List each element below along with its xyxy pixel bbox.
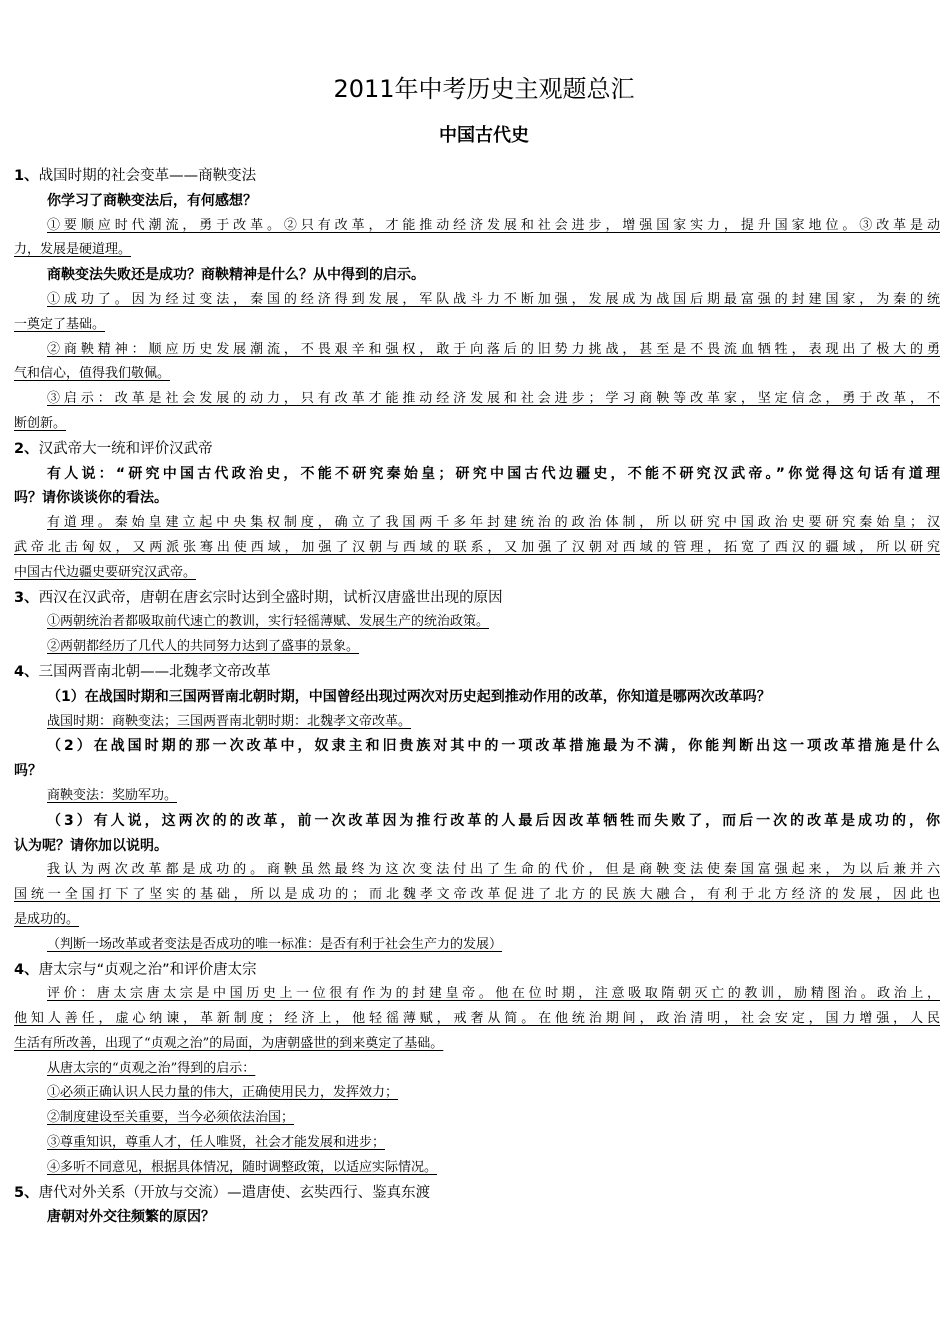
question-line: 认为呢？请你加以说明。 <box>14 837 168 854</box>
answer-line <box>14 387 940 412</box>
answer-line <box>14 1057 940 1082</box>
section-heading <box>14 437 940 462</box>
question-line: （3）有人说，这两次的的改革，前一次改革因为推行改革的人最后因改革牺牲而失败了，而后一次的改革是成功的，你 <box>47 812 940 829</box>
answer-line <box>14 238 940 263</box>
answer-line <box>14 908 940 933</box>
answer-line <box>14 313 940 338</box>
answer-line <box>14 1156 940 1181</box>
answer-line <box>14 710 940 735</box>
answer-text: 是成功的。 <box>14 911 80 927</box>
answer-line <box>14 214 940 239</box>
answer-text: ③尊重知识，尊重人才，任人唯贤，社会才能发展和进步； <box>47 1135 386 1151</box>
question-line: 吗？请你谈谈你的看法。 <box>14 490 168 507</box>
question-line: 商鞅变法失败还是成功？商鞅精神是什么？从中得到的启示。 <box>47 267 425 284</box>
answer-line <box>14 338 940 363</box>
answer-text: 生活有所改善，出现了“贞观之治”的局面，为唐朝盛世的到来奠定了基础。 <box>14 1035 444 1051</box>
document-title: 2011年中考历史主观题总汇 <box>333 75 635 103</box>
question-line: 唐朝对外交往频繁的原因？ <box>47 1209 215 1226</box>
question-line: （1）在战国时期和三国两晋南北朝时期，中国曾经出现过两次对历史起到推动作用的改革，你知道是哪两次改革吗？ <box>47 688 771 705</box>
answer-text: 战国时期：商鞅变法；三国两晋南北朝时期：北魏孝文帝改革。 <box>47 713 412 729</box>
answer-line <box>14 1032 940 1057</box>
answer-text: 评价：唐太宗唐太宗是中国历史上一位很有作为的封建皇帝。他在位时期，注意吸取隋朝灭亡的教训，励精图治。政治上， <box>47 986 940 1002</box>
answer-text: 中国古代边疆史要研究汉武帝。 <box>14 564 197 580</box>
answer-text: 武帝北击匈奴，又两派张骞出使西域，加强了汉朝与西域的联系，又加强了汉朝对西域的管理，拓宽了西汉的疆域，所以研究 <box>14 539 940 555</box>
question-line: 你学习了商鞅变法后，有何感想？ <box>47 192 257 209</box>
answer-text: ④多听不同意见，根据具体情况，随时调整政策，以适应实际情况。 <box>47 1159 438 1175</box>
section-title: 中国古代史 <box>439 125 529 146</box>
section-heading-text: 战国时期的社会变革——商鞅变法 <box>38 168 257 184</box>
section-heading-text: 唐太宗与“贞观之治”和评价唐太宗 <box>38 961 257 978</box>
section-heading <box>14 958 940 983</box>
section-number: 5、 <box>14 1184 39 1201</box>
answer-line <box>14 635 940 660</box>
answer-text: 有道理。秦始皇建立起中央集权制度，确立了我国两千多年封建统治的政治体制，所以研究中国政治史要研究秦始皇；汉 <box>47 515 940 531</box>
section-number: 3、 <box>14 589 39 606</box>
answer-text: 他知人善任，虚心纳谏，革新制度；经济上，他轻徭薄赋，戒奢从简。在他统治期间，政治清明，社会安定，国力增强，人民 <box>14 1011 940 1027</box>
answer-text: ②两朝都经历了几代人的共同努力达到了盛事的景象。 <box>47 639 360 655</box>
answer-line <box>14 858 940 883</box>
section-number: 2、 <box>14 440 39 457</box>
answer-text: ①必须正确认识人民力量的伟大，正确使用民力，发挥效力； <box>47 1085 399 1101</box>
question-line: （2）在战国时期的那一次改革中，奴隶主和旧贵族对其中的一项改革措施最为不满，你能判断出这一项改革措施是什么 <box>47 738 940 755</box>
question-line: 吗？ <box>14 763 42 780</box>
section-heading <box>14 660 940 685</box>
answer-text: 气和信心，值得我们敬佩。 <box>14 366 171 382</box>
answer-text: 从唐太宗的“贞观之治”得到的启示： <box>47 1060 256 1076</box>
answer-line <box>14 933 940 958</box>
answer-line <box>14 536 940 561</box>
answer-text: ②商鞅精神：顺应历史发展潮流，不畏艰辛和强权，敢于向落后的旧势力挑战，甚至是不畏流血牺牲，表现出了极大的勇 <box>47 341 940 357</box>
answer-line <box>14 1106 940 1131</box>
answer-line <box>14 511 940 536</box>
answer-text: ①两朝统治者都吸取前代速亡的教训，实行轻徭薄赋、发展生产的统治政策。 <box>47 614 490 630</box>
section-number: 4、 <box>14 663 39 680</box>
answer-line <box>14 610 940 635</box>
answer-text: 断创新。 <box>14 415 67 431</box>
section-heading-text: 三国两晋南北朝——北魏孝文帝改革 <box>38 663 271 680</box>
answer-text: （判断一场改革或者变法是否成功的唯一标准：是否有利于社会生产力的发展） <box>47 936 503 952</box>
answer-line <box>14 412 940 437</box>
answer-line <box>14 561 940 586</box>
question-line: 有人说：“研究中国古代政治史，不能不研究秦始皇；研究中国古代边疆史，不能不研究汉武帝。”你觉得这句话有道理 <box>47 465 940 482</box>
answer-text: 商鞅变法：奖励军功。 <box>47 787 178 803</box>
answer-line <box>14 982 940 1007</box>
section-heading <box>14 1181 940 1206</box>
section-number: 1、 <box>14 168 39 184</box>
answer-line <box>14 883 940 908</box>
answer-line <box>14 288 940 313</box>
section-number: 4、 <box>14 961 39 978</box>
answer-text: ③启示：改革是社会发展的动力，只有改革才能推动经济发展和社会进步；学习商鞅等改革家，坚定信念，勇于改革，不 <box>47 391 940 407</box>
answer-text: ①要顺应时代潮流，勇于改革。②只有改革，才能推动经济发展和社会进步，增强国家实力，提升国家地位。③改革是动 <box>47 217 940 233</box>
answer-text: 一奠定了基础。 <box>14 316 106 332</box>
section-heading-text: 唐代对外关系（开放与交流）—遣唐使、玄奘西行、鉴真东渡 <box>38 1184 431 1201</box>
answer-line <box>14 784 940 809</box>
section-heading-text: 汉武帝大一统和评价汉武帝 <box>38 440 213 457</box>
answer-text: 力，发展是硬道理。 <box>14 242 132 258</box>
section-heading <box>14 586 940 611</box>
answer-line <box>14 1131 940 1156</box>
answer-line <box>14 1081 940 1106</box>
answer-text: 我认为两次改革都是成功的。商鞅虽然最终为这次变法付出了生命的代价，但是商鞅变法使秦国富强起来，为以后兼并六 <box>47 862 940 878</box>
answer-line <box>14 1007 940 1032</box>
document-body <box>14 164 940 1230</box>
section-heading-text: 西汉在汉武帝，唐朝在唐玄宗时达到全盛时期，试析汉唐盛世出现的原因 <box>38 589 503 606</box>
answer-text: 国统一全国打下了坚实的基础，所以是成功的；而北魏孝文帝改革促进了北方的民族大融合，有利于北方经济的发展，因此也 <box>14 887 940 903</box>
answer-line <box>14 362 940 387</box>
answer-text: ②制度建设至关重要，当今必须依法治国； <box>47 1110 295 1126</box>
document-page <box>14 72 940 1230</box>
section-heading <box>14 164 940 189</box>
answer-text: ①成功了。因为经过变法，秦国的经济得到发展，军队战斗力不断加强，发展成为战国后期最富强的封建国家，为秦的统 <box>47 291 940 307</box>
